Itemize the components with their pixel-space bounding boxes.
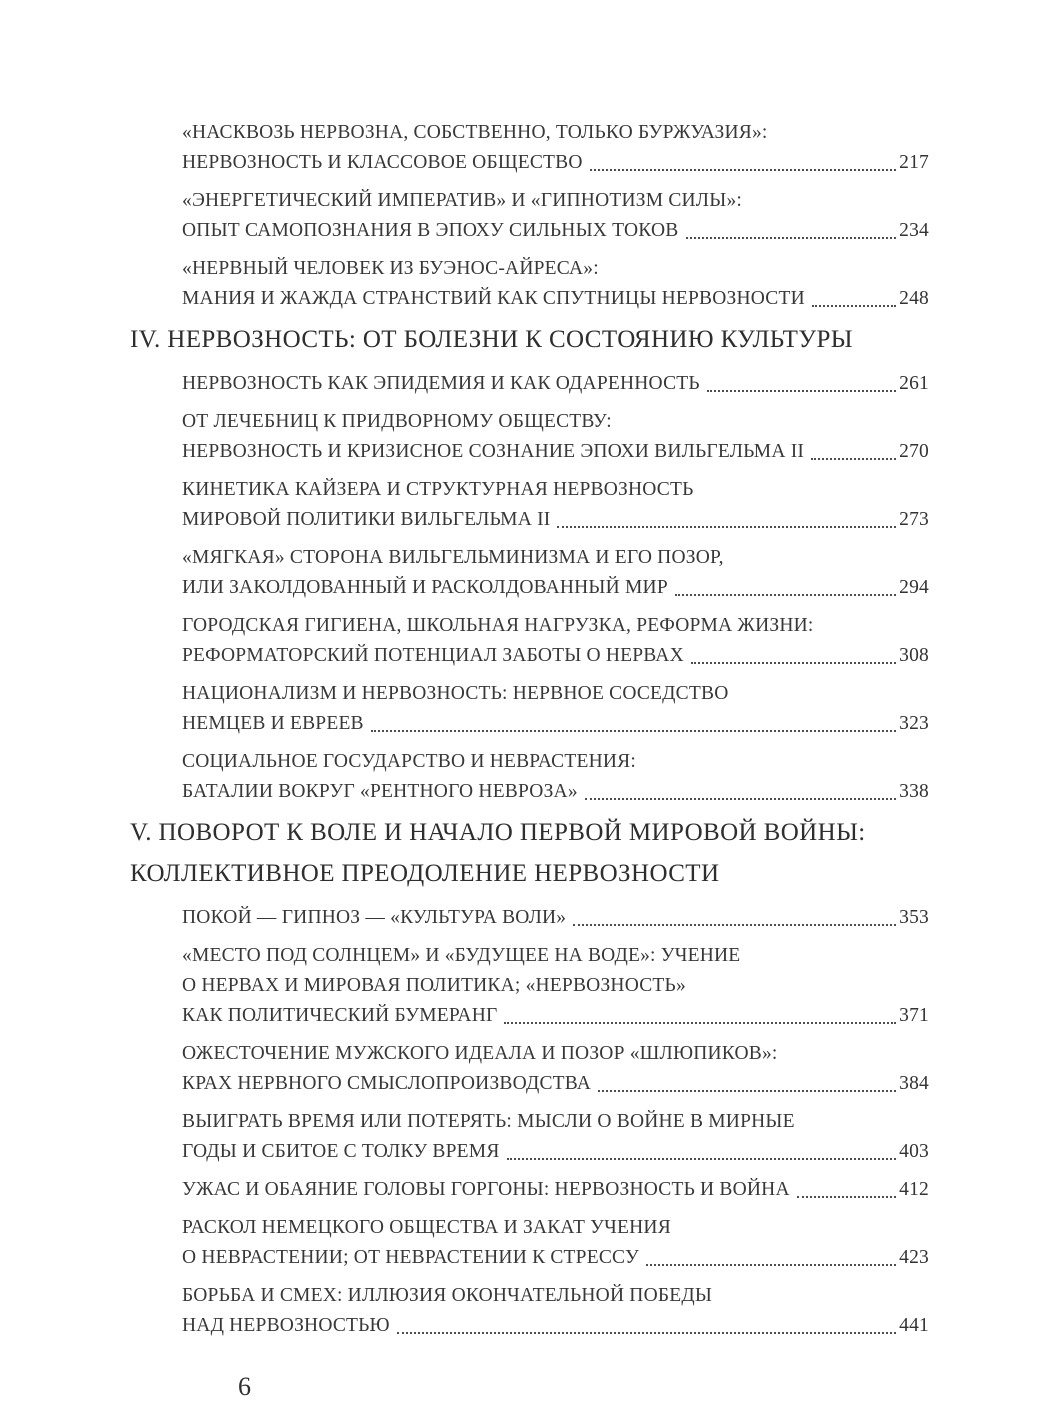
entry-page-number: 248 — [899, 288, 929, 309]
entry-page-number: 403 — [899, 1141, 929, 1162]
entry-line — [182, 1069, 929, 1099]
entry-line: БОРЬБА И СМЕХ: ИЛЛЮЗИЯ ОКОНЧАТЕЛЬНОЙ ПОБЕДЫ — [182, 1285, 713, 1306]
entry-line — [182, 573, 929, 603]
entry-page-number: 217 — [899, 152, 929, 173]
table-of-contents — [130, 118, 929, 1349]
entry-title-text: НЕРВОЗНОСТЬ И КРИЗИСНОЕ СОЗНАНИЕ ЭПОХИ ВИЛЬГЕЛЬМА II — [182, 441, 805, 462]
page-number: 6 — [238, 1372, 251, 1401]
entry-line: ВЫИГРАТЬ ВРЕМЯ ИЛИ ПОТЕРЯТЬ: МЫСЛИ О ВОЙНЕ В МИРНЫЕ — [182, 1111, 795, 1132]
entry-title-text: НАД НЕРВОЗНОСТЬЮ — [182, 1315, 390, 1336]
dot-leader — [812, 284, 896, 307]
toc-entry — [130, 1281, 929, 1341]
toc-entry — [130, 611, 929, 671]
entry-line: «МЯГКАЯ» СТОРОНА ВИЛЬГЕЛЬМИНИЗМА И ЕГО ПОЗОР, — [182, 547, 724, 568]
entry-line — [182, 1175, 929, 1205]
section-heading-line: IV. НЕРВОЗНОСТЬ: ОТ БОЛЕЗНИ К СОСТОЯНИЮ КУЛЬТУРЫ — [130, 326, 853, 353]
entry-title-text: БАТАЛИИ ВОКРУГ «РЕНТНОГО НЕВРОЗА» — [182, 781, 578, 802]
dot-leader — [598, 1069, 896, 1092]
entry-title-text: МАНИЯ И ЖАЖДА СТРАНСТВИЙ КАК СПУТНИЦЫ НЕРВОЗНОСТИ — [182, 288, 805, 309]
dot-leader — [811, 437, 896, 460]
dot-leader — [707, 369, 896, 392]
entry-line — [182, 437, 929, 467]
entry-line: ОТ ЛЕЧЕБНИЦ К ПРИДВОРНОМУ ОБЩЕСТВУ: — [182, 411, 612, 432]
dot-leader — [675, 573, 896, 596]
entry-title-text: ГОДЫ И СБИТОЕ С ТОЛКУ ВРЕМЯ — [182, 1141, 500, 1162]
toc-section — [130, 322, 929, 807]
entry-title-text: МИРОВОЙ ПОЛИТИКИ ВИЛЬГЕЛЬМА II — [182, 509, 551, 530]
entry-line: ОЖЕСТОЧЕНИЕ МУЖСКОГО ИДЕАЛА И ПОЗОР «ШЛЮПИКОВ»: — [182, 1043, 778, 1064]
entry-title-text: ИЛИ ЗАКОЛДОВАННЫЙ И РАСКОЛДОВАННЫЙ МИР — [182, 577, 668, 598]
toc-entry — [130, 747, 929, 807]
entry-line: «МЕСТО ПОД СОЛНЦЕМ» И «БУДУЩЕЕ НА ВОДЕ»: УЧЕНИЕ — [182, 945, 741, 966]
entry-page-number: 273 — [899, 509, 929, 530]
toc-entry — [130, 679, 929, 739]
entry-title-text: КАК ПОЛИТИЧЕСКИЙ БУМЕРАНГ — [182, 1005, 498, 1026]
entry-title-text: НЕРВОЗНОСТЬ И КЛАССОВОЕ ОБЩЕСТВО — [182, 152, 583, 173]
dot-leader — [691, 641, 896, 664]
entry-title-text: ОПЫТ САМОПОЗНАНИЯ В ЭПОХУ СИЛЬНЫХ ТОКОВ — [182, 220, 679, 241]
entry-title-text: УЖАС И ОБАЯНИЕ ГОЛОВЫ ГОРГОНЫ: НЕРВОЗНОСТЬ И ВОЙНА — [182, 1179, 790, 1200]
entry-page-number: 308 — [899, 645, 929, 666]
dot-leader — [585, 777, 896, 800]
toc-section — [130, 815, 929, 1341]
entry-page-number: 338 — [899, 781, 929, 802]
entry-line: «НЕРВНЫЙ ЧЕЛОВЕК ИЗ БУЭНОС-АЙРЕСА»: — [182, 258, 599, 279]
entry-title-text: НЕРВОЗНОСТЬ КАК ЭПИДЕМИЯ И КАК ОДАРЕННОСТЬ — [182, 373, 700, 394]
entry-line — [182, 1137, 929, 1167]
entry-page-number: 234 — [899, 220, 929, 241]
entry-page-number: 412 — [899, 1179, 929, 1200]
dot-leader — [590, 148, 897, 171]
toc-entry — [130, 369, 929, 399]
entry-title-text: О НЕВРАСТЕНИИ; ОТ НЕВРАСТЕНИИ К СТРЕССУ — [182, 1247, 639, 1268]
entry-page-number: 441 — [899, 1315, 929, 1336]
toc-entry — [130, 1213, 929, 1273]
entry-title-text: ПОКОЙ — ГИПНОЗ — «КУЛЬТУРА ВОЛИ» — [182, 907, 567, 928]
toc-entry — [130, 407, 929, 467]
entry-page-number: 371 — [899, 1005, 929, 1026]
entry-line — [182, 1001, 929, 1031]
entry-line — [182, 1311, 929, 1341]
entry-line — [182, 709, 929, 739]
entry-line: «НАСКВОЗЬ НЕРВОЗНА, СОБСТВЕННО, ТОЛЬКО БУРЖУАЗИЯ»: — [182, 122, 768, 143]
dot-leader — [397, 1311, 896, 1334]
entry-page-number: 323 — [899, 713, 929, 734]
dot-leader — [686, 216, 897, 239]
entry-line: КИНЕТИКА КАЙЗЕРА И СТРУКТУРНАЯ НЕРВОЗНОСТЬ — [182, 479, 694, 500]
entry-page-number: 294 — [899, 577, 929, 598]
toc-entry — [130, 941, 929, 1031]
section-heading-line: V. ПОВОРОТ К ВОЛЕ И НАЧАЛО ПЕРВОЙ МИРОВОЙ ВОЙНЫ: — [130, 819, 866, 846]
toc-entry — [130, 186, 929, 246]
entry-title-text: КРАХ НЕРВНОГО СМЫСЛОПРОИЗВОДСТВА — [182, 1073, 592, 1094]
dot-leader — [557, 505, 896, 528]
toc-entry — [130, 1175, 929, 1205]
dot-leader — [507, 1137, 897, 1160]
toc-entry — [130, 1107, 929, 1167]
toc-entry — [130, 475, 929, 535]
entry-page-number: 270 — [899, 441, 929, 462]
entry-line: «ЭНЕРГЕТИЧЕСКИЙ ИМПЕРАТИВ» И «ГИПНОТИЗМ СИЛЫ»: — [182, 190, 743, 211]
entry-line: РАСКОЛ НЕМЕЦКОГО ОБЩЕСТВА И ЗАКАТ УЧЕНИЯ — [182, 1217, 671, 1238]
toc-entry — [130, 118, 929, 178]
entry-line — [182, 369, 929, 399]
dot-leader — [573, 903, 896, 926]
dot-leader — [504, 1001, 896, 1024]
entry-line — [182, 777, 929, 807]
entry-line — [182, 1243, 929, 1273]
dot-leader — [797, 1175, 896, 1198]
entry-line — [182, 216, 929, 246]
dot-leader — [371, 709, 896, 732]
entry-page-number: 261 — [899, 373, 929, 394]
entry-line — [182, 505, 929, 535]
dot-leader — [646, 1243, 896, 1266]
entry-line — [182, 148, 929, 178]
toc-section — [130, 118, 929, 314]
entry-page-number: 384 — [899, 1073, 929, 1094]
toc-entry — [130, 1039, 929, 1099]
section-heading-line: КОЛЛЕКТИВНОЕ ПРЕОДОЛЕНИЕ НЕРВОЗНОСТИ — [130, 860, 720, 887]
entry-line: СОЦИАЛЬНОЕ ГОСУДАРСТВО И НЕВРАСТЕНИЯ: — [182, 751, 636, 772]
toc-entry — [130, 254, 929, 314]
entry-page-number: 423 — [899, 1247, 929, 1268]
entry-line: О НЕРВАХ И МИРОВАЯ ПОЛИТИКА; «НЕРВОЗНОСТЬ» — [182, 975, 686, 996]
entry-line — [182, 903, 929, 933]
entry-line — [182, 641, 929, 671]
entry-line: ГОРОДСКАЯ ГИГИЕНА, ШКОЛЬНАЯ НАГРУЗКА, РЕФОРМА ЖИЗНИ: — [182, 615, 814, 636]
entry-title-text: НЕМЦЕВ И ЕВРЕЕВ — [182, 713, 364, 734]
entry-title-text: РЕФОРМАТОРСКИЙ ПОТЕНЦИАЛ ЗАБОТЫ О НЕРВАХ — [182, 645, 684, 666]
entry-page-number: 353 — [899, 907, 929, 928]
toc-entry — [130, 903, 929, 933]
entry-line: НАЦИОНАЛИЗМ И НЕРВОЗНОСТЬ: НЕРВНОЕ СОСЕДСТВО — [182, 683, 729, 704]
entry-line — [182, 284, 929, 314]
toc-entry — [130, 543, 929, 603]
